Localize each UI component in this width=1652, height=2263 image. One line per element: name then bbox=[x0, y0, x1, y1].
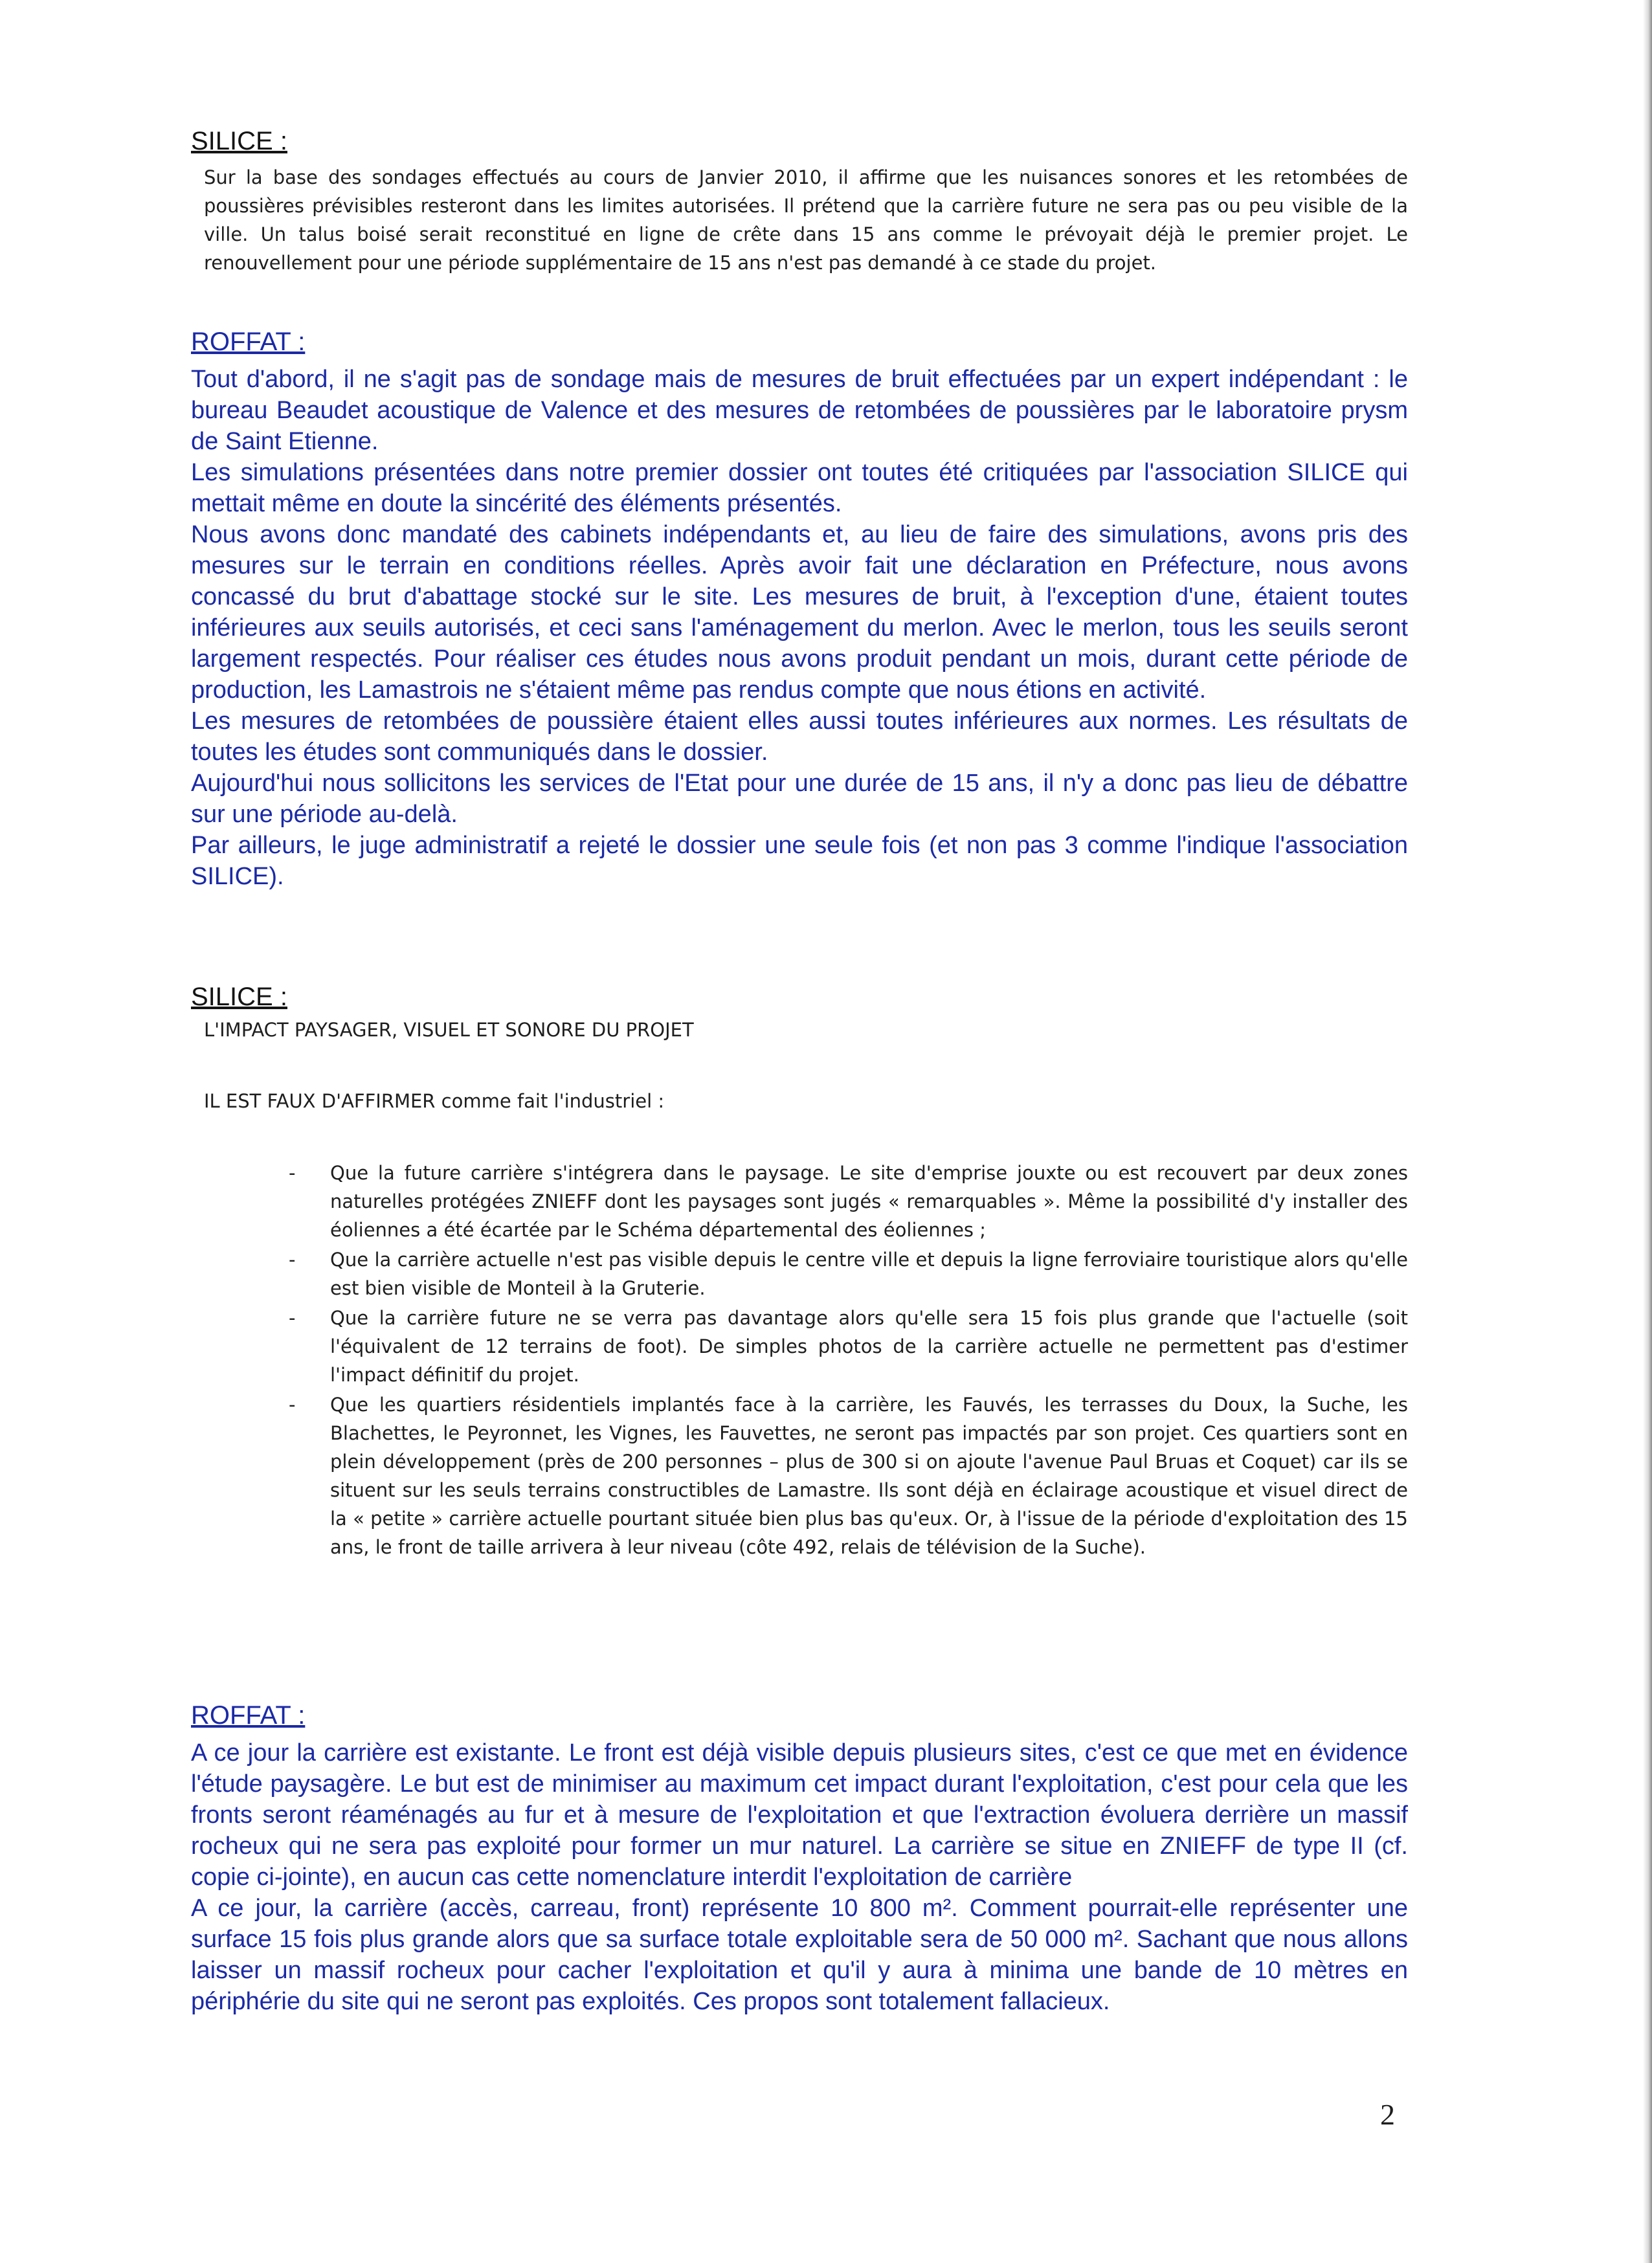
list-item: - Que les quartiers résidentiels implantés face à la carrière, les Fauvés, les terrasses du Doux, la Suche, les Blachettes, le Peyronnet, les Vignes, les Fauvettes, ne seront pas impactés par son projet. Ces quartiers sont en plein développement (près de 200 personnes – plus de 300 si on ajoute l'avenue Paul Bruas et Coquet) car ils se situent sur les seuls terrains constructibles de Lamastre. Ils sont déjà en éclairage acoustique et visuel direct de la « petite » carrière actuelle pourtant située bien plus bas qu'eux. Or, à l'issue de la période d'exploitation des 15 ans, le front de taille arrivera à leur niveau (côte 492, relais de télévision de la Suche). bbox=[330, 1390, 1408, 1561]
silice-claims-list bbox=[191, 1159, 1408, 1561]
list-item: - Que la future carrière s'intégrera dans le paysage. Le site d'emprise jouxte ou est recouvert par deux zones naturelles protégées ZNIEFF dont les paysages sont jugés « remarquables ». Même la possibilité d'y installer des éoliennes a été écartée par le Schéma départemental des éoliennes ; bbox=[330, 1159, 1408, 1244]
roffat-paragraph: A ce jour, la carrière (accès, carreau, front) représente 10 800 m². Comment pourrait-elle représenter une surface 15 fois plus grande alors que sa surface totale exploitable sera de 50 000 m². Sachant que nous allons laisser un massif rocheux pour cacher l'exploitation et qu'il y aura à minima une bande de 10 mètres en périphérie du site qui ne seront pas exploités. Ces propos sont totalement fallacieux. bbox=[191, 1895, 1408, 2015]
roffat-block-1 bbox=[191, 328, 1408, 892]
silice-heading: SILICE : bbox=[191, 983, 287, 1011]
silice-block-1 bbox=[191, 127, 1408, 277]
scan-edge-shadow bbox=[1643, 0, 1652, 2263]
roffat-body bbox=[191, 1737, 1408, 2017]
roffat-heading: ROFFAT : bbox=[191, 328, 306, 356]
roffat-paragraph: Tout d'abord, il ne s'agit pas de sondage mais de mesures de bruit effectuées par un expert indépendant : le bureau Beaudet acoustique de Valence et des mesures de retombées de poussières par le laboratoire prysm de Saint Etienne. bbox=[191, 366, 1408, 455]
list-item: - Que la carrière actuelle n'est pas visible depuis le centre ville et depuis la ligne ferroviaire touristique alors qu'elle est bien visible de Monteil à la Gruterie. bbox=[330, 1245, 1408, 1302]
roffat-body bbox=[191, 364, 1408, 892]
roffat-paragraph: Par ailleurs, le juge administratif a rejeté le dossier une seule fois (et non pas 3 comme l'indique l'association SILICE). bbox=[191, 832, 1408, 890]
silice-paragraph: Sur la base des sondages effectués au cours de Janvier 2010, il affirme que les nuisances sonores et les retombées de poussières prévisibles resteront dans les limites autorisées. Il prétend que la carrière future ne sera pas ou peu visible de la ville. Un talus boisé serait reconstitué en ligne de crête dans 15 ans comme le prévoyait déjà le premier projet. Le renouvellement pour une période supplémentaire de 15 ans n'est pas demandé à ce stade du projet. bbox=[204, 166, 1408, 274]
list-dash: - bbox=[289, 1307, 296, 1329]
roffat-block-2 bbox=[191, 1701, 1408, 2017]
list-dash: - bbox=[289, 1394, 296, 1416]
roffat-paragraph: A ce jour la carrière est existante. Le front est déjà visible depuis plusieurs sites, c'est ce que met en évidence l'étude paysagère. Le but est de minimiser au maximum cet impact durant l'exploitation, c'est pour cela que les fronts seront réaménagés au fur et à mesure de l'exploitation et que l'extraction évoluera derrière un massif rocheux qui ne sera pas exploité pour former un mur naturel. La carrière se situe en ZNIEFF de type II (cf. copie ci-jointe), en aucun cas cette nomenclature interdit l'exploitation de carrière bbox=[191, 1739, 1408, 1891]
list-dash: - bbox=[289, 1249, 296, 1271]
roffat-paragraph: Nous avons donc mandaté des cabinets indépendants et, au lieu de faire des simulations, avons pris des mesures sur le terrain en conditions réelles. Après avoir fait une déclaration en Préfecture, nous avons concassé du brut d'abattage stocké sur le site. Les mesures de bruit, à l'exception d'une, étaient toutes inférieures aux seuils autorisés, et ceci sans l'aménagement du merlon. Avec le merlon, tous les seuils seront largement respectés. Pour réaliser ces études nous avons produit pendant un mois, durant cette période de production, les Lamastrois ne s'étaient même pas rendus compte que nous étions en activité. bbox=[191, 521, 1408, 704]
roffat-paragraph: Les simulations présentées dans notre premier dossier ont toutes été critiquées par l'association SILICE qui mettait même en doute la sincérité des éléments présentés. bbox=[191, 459, 1408, 517]
silice-heading: SILICE : bbox=[191, 127, 287, 155]
list-dash: - bbox=[289, 1162, 296, 1184]
silice-intro: IL EST FAUX D'AFFIRMER comme fait l'industriel : bbox=[204, 1090, 665, 1112]
silice-block-2 bbox=[191, 983, 1408, 1563]
silice-subtitle: L'IMPACT PAYSAGER, VISUEL ET SONORE DU PROJET bbox=[204, 1019, 694, 1041]
roffat-heading: ROFFAT : bbox=[191, 1701, 306, 1730]
roffat-paragraph: Les mesures de retombées de poussière étaient elles aussi toutes inférieures aux normes. Les résultats de toutes les études sont communiqués dans le dossier. bbox=[191, 708, 1408, 766]
page-number: 2 bbox=[1380, 2098, 1395, 2131]
list-item: - Que la carrière future ne se verra pas davantage alors qu'elle sera 15 fois plus grande que l'actuelle (soit l'équivalent de 12 terrains de foot). De simples photos de la carrière actuelle ne permettent pas d'estimer l'impact définitif du projet. bbox=[330, 1304, 1408, 1389]
roffat-paragraph: Aujourd'hui nous sollicitons les services de l'Etat pour une durée de 15 ans, il n'y a donc pas lieu de débattre sur une période au-delà. bbox=[191, 770, 1408, 828]
